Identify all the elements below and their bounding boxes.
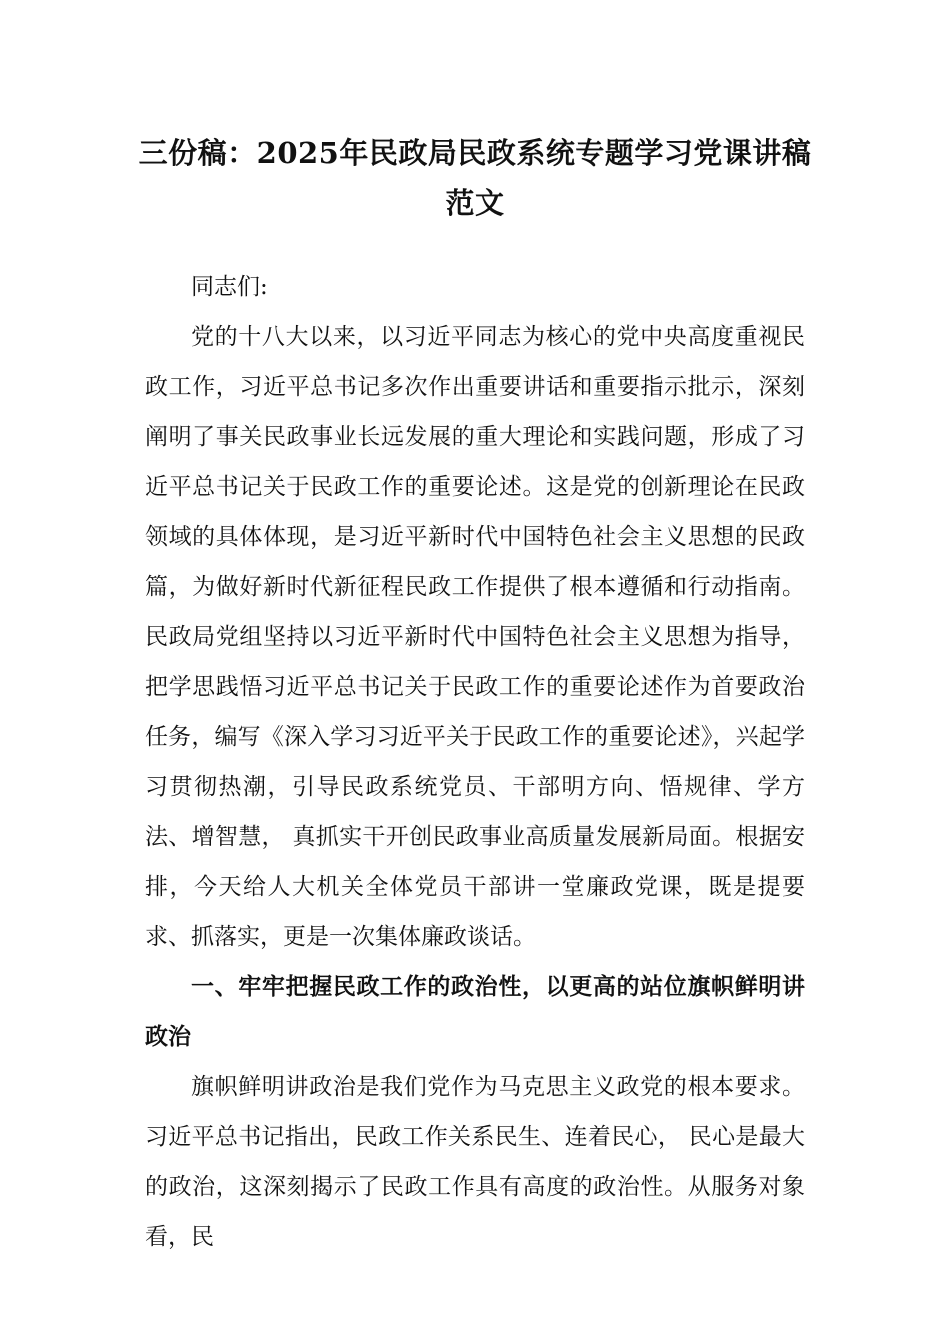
body-paragraph-2: 旗帜鲜明讲政治是我们党作为马克思主义政党的根本要求。习近平总书记指出，民政工作关系民生、连着民心， 民心是最大的政治，这深刻揭示了民政工作具有高度的政治性。从服务对象看，民	[145, 1074, 805, 1250]
title-line-1: 三份稿：2025年民政局民政系统专题学习党课讲稿	[138, 136, 812, 170]
body-paragraph-1: 党的十八大以来，以习近平同志为核心的党中央高度重视民政工作，习近平总书记多次作出重要讲话和重要指示批示，深刻阐明了事关民政事业长远发展的重大理论和实践问题，形成了习近平总书记关于民政工作的重要论述。这是党的创新理论在民政领域的具体体现，是习近平新时代中国特色社会主义思想的民政篇，为做好新时代新征程民政工作提供了根本遵循和行动指南。民政局党组坚持以习近平新时代中国特色社会主义思想为指导，把学思践悟习近平总书记关于民政工作的重要论述作为首要政治任务，编写《深入学习习近平关于民政工作的重要论述》，兴起学习贯彻热潮，引导民政系统党员、干部明方向、悟规律、学方法、增智慧， 真抓实干开创民政事业高质量发展新局面。根据安排，今天给人大机关全体党员干部讲一堂廉政党课，既是提要求、抓落实，更是一次集体廉政谈话。	[145, 324, 805, 950]
document-title	[120, 128, 830, 228]
salutation: 同志们:	[191, 274, 268, 300]
title-line-2: 范文	[445, 186, 505, 220]
section-heading-1: 一、牢牢把握民政工作的政治性，以更高的站位旗帜鲜明讲政治	[145, 973, 805, 1050]
document-body	[145, 262, 805, 1262]
